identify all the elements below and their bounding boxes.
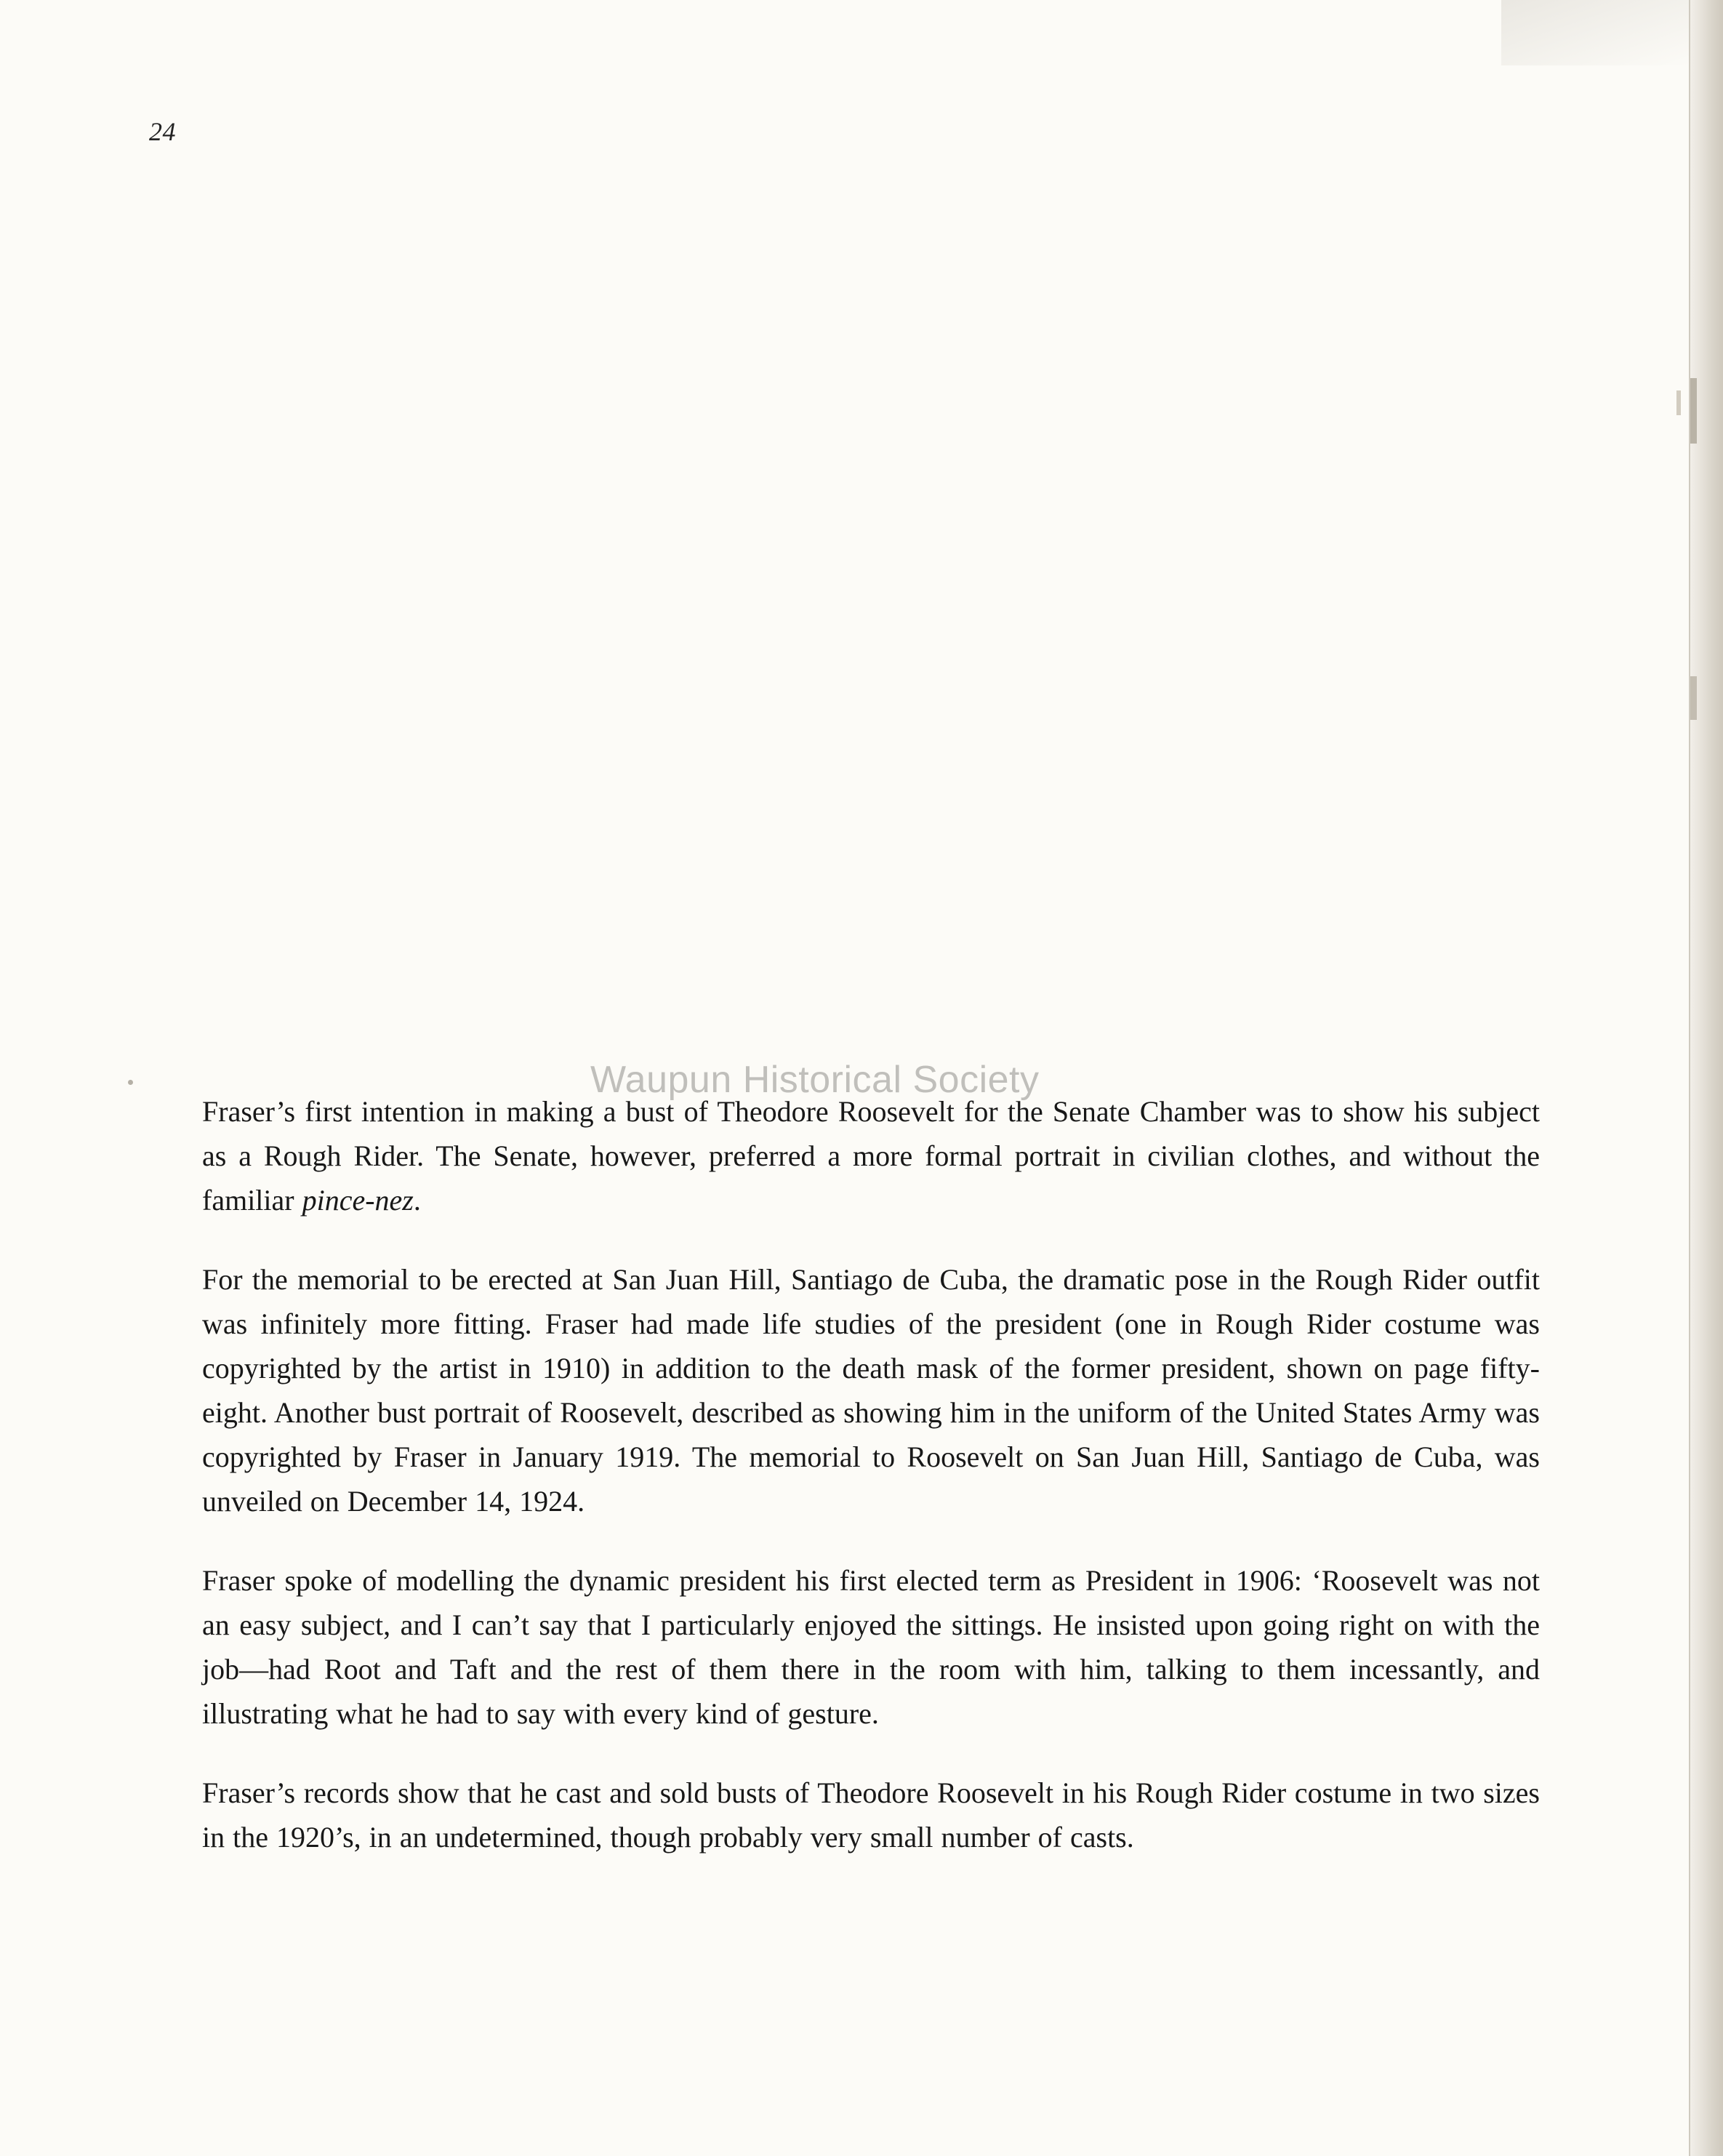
- scan-speck-left: [128, 1080, 133, 1085]
- paragraph-2: For the memorial to be erected at San Juan Hill, Santiago de Cuba, the dramatic pose in the Rough Rider outfit was infinitely more fitting. Fraser had made life studies of the president (one in Rough Rider costume was copyrighted by the artist in 1910) in addition to the death mask of the former president, shown on page fifty-eight. Another bust portrait of Roosevelt, described as showing him in the uniform of the United States Army was copyrighted by Fraser in January 1919. The memorial to Roosevelt on San Juan Hill, Santiago de Cuba, was unveiled on December 14, 1924.: [202, 1263, 1540, 1518]
- edge-mark-upper: [1690, 378, 1697, 444]
- body-text: [202, 1089, 1540, 1859]
- scan-speck-right: [1676, 390, 1681, 415]
- paragraph-4: Fraser’s records show that he cast and sold busts of Theodore Roosevelt in his Rough Rider costume in two sizes in the 1920’s, in an undetermined, though probably very small number of casts.: [202, 1776, 1540, 1854]
- paragraph-1: Fraser’s first intention in making a bust of Theodore Roosevelt for the Senate Chamber was to show his subject as a Rough Rider. The Senate, however, preferred a more formal portrait in civilian clothes, and without the familiar pince-nez.: [202, 1095, 1540, 1217]
- edge-mark-lower: [1690, 676, 1697, 720]
- page-edge-strip: [1690, 0, 1723, 2156]
- italic-phrase: pince-nez: [302, 1184, 414, 1217]
- watermark-text: Waupun Historical Society: [590, 1059, 1040, 1101]
- page-number: 24: [149, 117, 176, 146]
- corner-shading: [1501, 0, 1690, 65]
- paragraph-3: Fraser spoke of modelling the dynamic president his first elected term as President in 1906: ‘Roosevelt was not an easy subject, and I can’t say that I particularly enjoyed the sittings. He insisted upon going right on with the job—had Root and Taft and the rest of them there in the room with him, talking to them incessantly, and illustrating what he had to say with every kind of gesture.: [202, 1564, 1540, 1730]
